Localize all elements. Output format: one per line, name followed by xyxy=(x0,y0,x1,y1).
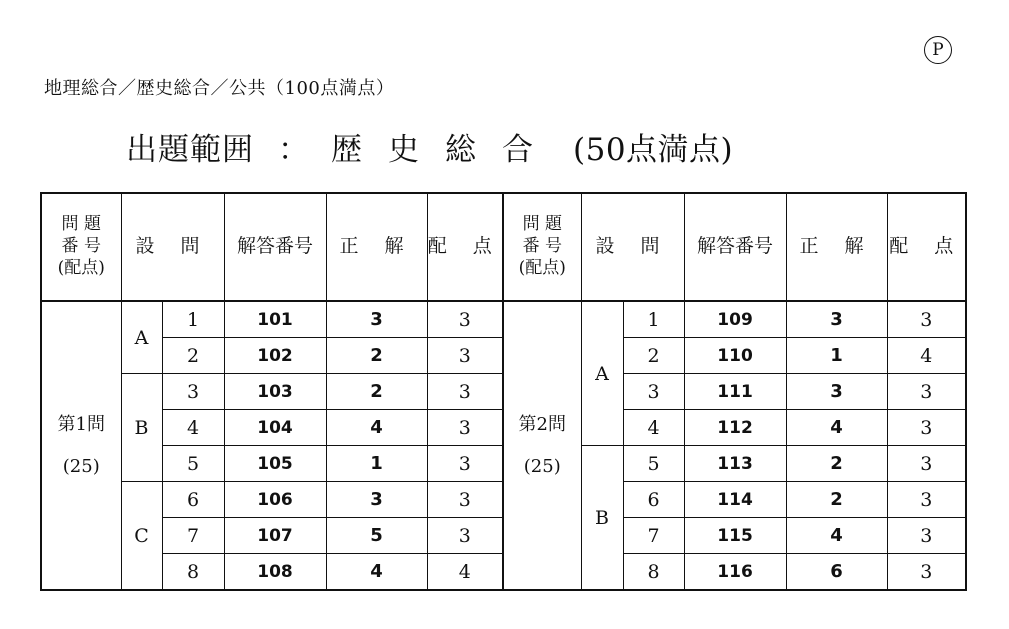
sub-question-number: 7 xyxy=(162,518,224,554)
answer-number: 115 xyxy=(684,518,786,554)
header-points: 配 点 xyxy=(427,193,503,301)
header-q-line1: 問 題 xyxy=(522,214,562,235)
answer-number: 103 xyxy=(224,374,326,410)
header-q-line3: (配点) xyxy=(518,257,566,278)
header-setsumon: 設 問 xyxy=(121,193,224,301)
sub-question-number: 3 xyxy=(162,374,224,410)
sub-question-number: 5 xyxy=(162,446,224,482)
title-colon: ： xyxy=(278,132,309,168)
header-correct: 正 解 xyxy=(326,193,427,301)
sub-question-number: 2 xyxy=(162,338,224,374)
correct-answer: 5 xyxy=(326,518,427,554)
allotted-points: 4 xyxy=(427,554,503,591)
allotted-points: 3 xyxy=(887,554,966,591)
allotted-points: 3 xyxy=(887,446,966,482)
answer-number: 112 xyxy=(684,410,786,446)
answer-number: 114 xyxy=(684,482,786,518)
correct-answer: 2 xyxy=(786,446,887,482)
header-question-number xyxy=(503,193,581,301)
allotted-points: 4 xyxy=(887,338,966,374)
sub-question-number: 1 xyxy=(162,301,224,338)
allotted-points: 3 xyxy=(887,410,966,446)
header-row xyxy=(41,193,966,301)
sub-question-number: 1 xyxy=(623,301,684,338)
correct-answer: 3 xyxy=(786,301,887,338)
correct-answer: 2 xyxy=(786,482,887,518)
header-q-line2: 番 号 xyxy=(61,236,101,257)
allotted-points: 3 xyxy=(427,410,503,446)
title-main: 歴史総合 xyxy=(331,132,559,168)
answer-number: 116 xyxy=(684,554,786,591)
correct-answer: 4 xyxy=(326,410,427,446)
header-correct: 正 解 xyxy=(786,193,887,301)
header-question-number xyxy=(41,193,121,301)
answer-number: 107 xyxy=(224,518,326,554)
correct-answer: 1 xyxy=(326,446,427,482)
answer-number: 104 xyxy=(224,410,326,446)
sub-question-number: 4 xyxy=(623,410,684,446)
header-setsumon: 設 問 xyxy=(581,193,684,301)
question-points: (25) xyxy=(523,455,561,477)
sub-question-number: 6 xyxy=(162,482,224,518)
answer-number: 111 xyxy=(684,374,786,410)
subject-line: 地理総合／歴史総合／公共（100点満点） xyxy=(44,78,395,99)
correct-answer: 4 xyxy=(326,554,427,591)
page-title xyxy=(126,124,733,169)
answer-table xyxy=(40,192,967,591)
version-mark: P xyxy=(924,36,952,64)
answer-number: 110 xyxy=(684,338,786,374)
header-q-line2: 番 号 xyxy=(522,236,562,257)
answer-number: 113 xyxy=(684,446,786,482)
answer-number: 108 xyxy=(224,554,326,591)
group-label: B xyxy=(121,374,162,482)
allotted-points: 3 xyxy=(887,301,966,338)
sub-question-number: 8 xyxy=(623,554,684,591)
title-label: 出題範囲 xyxy=(126,132,254,168)
question-name: 第1問 xyxy=(57,413,105,435)
correct-answer: 3 xyxy=(786,374,887,410)
question-label xyxy=(503,301,581,590)
question-name: 第2問 xyxy=(518,413,566,435)
group-label: B xyxy=(581,446,623,591)
correct-answer: 2 xyxy=(326,374,427,410)
question-points: (25) xyxy=(62,455,100,477)
correct-answer: 1 xyxy=(786,338,887,374)
sub-question-number: 6 xyxy=(623,482,684,518)
header-q-line1: 問 題 xyxy=(61,214,101,235)
allotted-points: 3 xyxy=(427,518,503,554)
allotted-points: 3 xyxy=(427,338,503,374)
answer-number: 101 xyxy=(224,301,326,338)
correct-answer: 2 xyxy=(326,338,427,374)
table-row xyxy=(41,301,966,338)
sub-question-number: 8 xyxy=(162,554,224,591)
sub-question-number: 2 xyxy=(623,338,684,374)
header-q-line3: (配点) xyxy=(57,257,105,278)
sub-question-number: 4 xyxy=(162,410,224,446)
allotted-points: 3 xyxy=(427,374,503,410)
answer-number: 102 xyxy=(224,338,326,374)
answer-number: 109 xyxy=(684,301,786,338)
correct-answer: 4 xyxy=(786,410,887,446)
correct-answer: 4 xyxy=(786,518,887,554)
group-label: A xyxy=(121,301,162,374)
correct-answer: 6 xyxy=(786,554,887,591)
allotted-points: 3 xyxy=(427,446,503,482)
header-points: 配 点 xyxy=(887,193,966,301)
allotted-points: 3 xyxy=(427,301,503,338)
allotted-points: 3 xyxy=(887,482,966,518)
header-answer-number: 解答番号 xyxy=(684,193,786,301)
group-label: C xyxy=(121,482,162,591)
title-points: (50点満点) xyxy=(573,132,734,168)
answer-number: 105 xyxy=(224,446,326,482)
allotted-points: 3 xyxy=(887,518,966,554)
allotted-points: 3 xyxy=(887,374,966,410)
answer-number: 106 xyxy=(224,482,326,518)
group-label: A xyxy=(581,301,623,446)
allotted-points: 3 xyxy=(427,482,503,518)
sub-question-number: 3 xyxy=(623,374,684,410)
sub-question-number: 7 xyxy=(623,518,684,554)
correct-answer: 3 xyxy=(326,301,427,338)
question-label xyxy=(41,301,121,590)
header-answer-number: 解答番号 xyxy=(224,193,326,301)
correct-answer: 3 xyxy=(326,482,427,518)
sub-question-number: 5 xyxy=(623,446,684,482)
answer-body xyxy=(41,301,966,590)
